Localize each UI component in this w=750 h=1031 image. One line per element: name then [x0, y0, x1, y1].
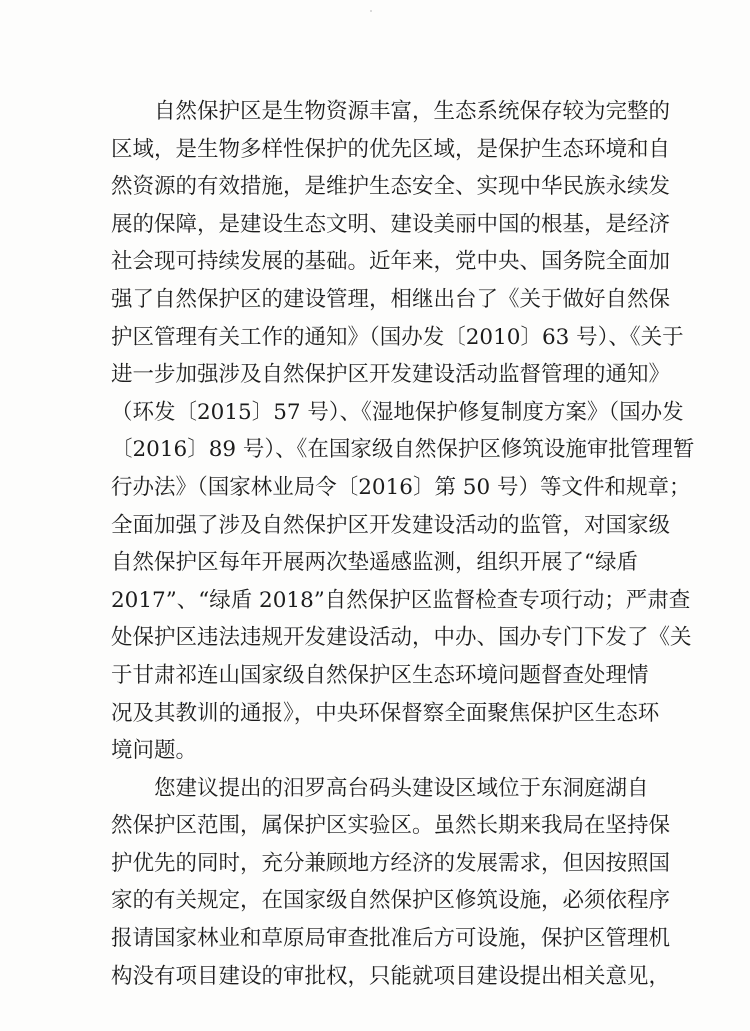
paragraph-2-line-4: 家的有关规定，在国家级自然保护区修筑设施，必须依程序	[111, 888, 671, 914]
paragraph-1-line-18: 境问题。	[111, 738, 198, 764]
scan-speck	[370, 10, 372, 12]
paragraph-1-line-2: 区域，是生物多样性保护的优先区域，是保护生态环境和自	[111, 136, 671, 162]
paragraph-1-line-11: 行办法》（国家林业局令〔2016〕第 50 号）等文件和规章；	[111, 474, 691, 500]
paragraph-1-line-5: 社会现可持续发展的基础。近年来，党中央、国务院全面加	[111, 249, 671, 275]
paragraph-1-line-10: 〔2016〕89 号）、《在国家级自然保护区修筑设施审批管理暂	[111, 437, 695, 463]
paragraph-1-line-4: 展的保障，是建设生态文明、建设美丽中国的根基，是经济	[111, 211, 671, 237]
paragraph-1-line-16: 于甘肃祁连山国家级自然保护区生态环境问题督查处理情	[111, 662, 649, 688]
paragraph-2-line-5: 报请国家林业和草原局审查批准后方可设施，保护区管理机	[111, 926, 671, 952]
paragraph-1-line-15: 处保护区违法违规开发建设活动，中办、国办专门下发了《关	[111, 625, 692, 651]
paragraph-2-line-6: 构没有项目建设的审批权，只能就项目建设提出相关意见，	[111, 963, 671, 989]
paragraph-1-line-17: 况及其教训的通报》，中央环保督察全面聚焦保护区生态环	[111, 700, 660, 726]
paragraph-1-line-9: （环发〔2015〕57 号）、《湿地保护修复制度方案》（国办发	[111, 399, 684, 425]
document-body	[111, 93, 695, 995]
paragraph-1-line-8: 进一步加强涉及自然保护区开发建设活动监督管理的通知》	[111, 362, 671, 388]
paragraph-1-line-14: 2017”、“绿盾 2018”自然保护区监督检查专项行动；严肃查	[111, 587, 691, 613]
paragraph-2-line-1: 您建议提出的汨罗高台码头建设区域位于东洞庭湖自	[154, 775, 649, 801]
paragraph-1-line-12: 全面加强了涉及自然保护区开发建设活动的监管，对国家级	[111, 512, 671, 538]
paragraph-1-line-3: 然资源的有效措施，是维护生态安全、实现中华民族永续发	[111, 174, 671, 200]
paragraph-1-line-13: 自然保护区每年开展两次垫遥感监测，组织开展了“绿盾	[111, 550, 638, 576]
paragraph-1-line-7: 护区管理有关工作的通知》（国办发〔2010〕63 号）、《关于	[111, 324, 684, 350]
paragraph-2-line-2: 然保护区范围，属保护区实验区。虽然长期来我局在坚持保	[111, 813, 671, 839]
paragraph-1-line-1: 自然保护区是生物资源丰富，生态系统保存较为完整的	[154, 99, 671, 124]
paragraph-1-line-6: 强了自然保护区的建设管理，相继出台了《关于做好自然保	[111, 286, 671, 312]
paragraph-2-line-3: 护优先的同时，充分兼顾地方经济的发展需求，但因按照国	[111, 850, 671, 876]
